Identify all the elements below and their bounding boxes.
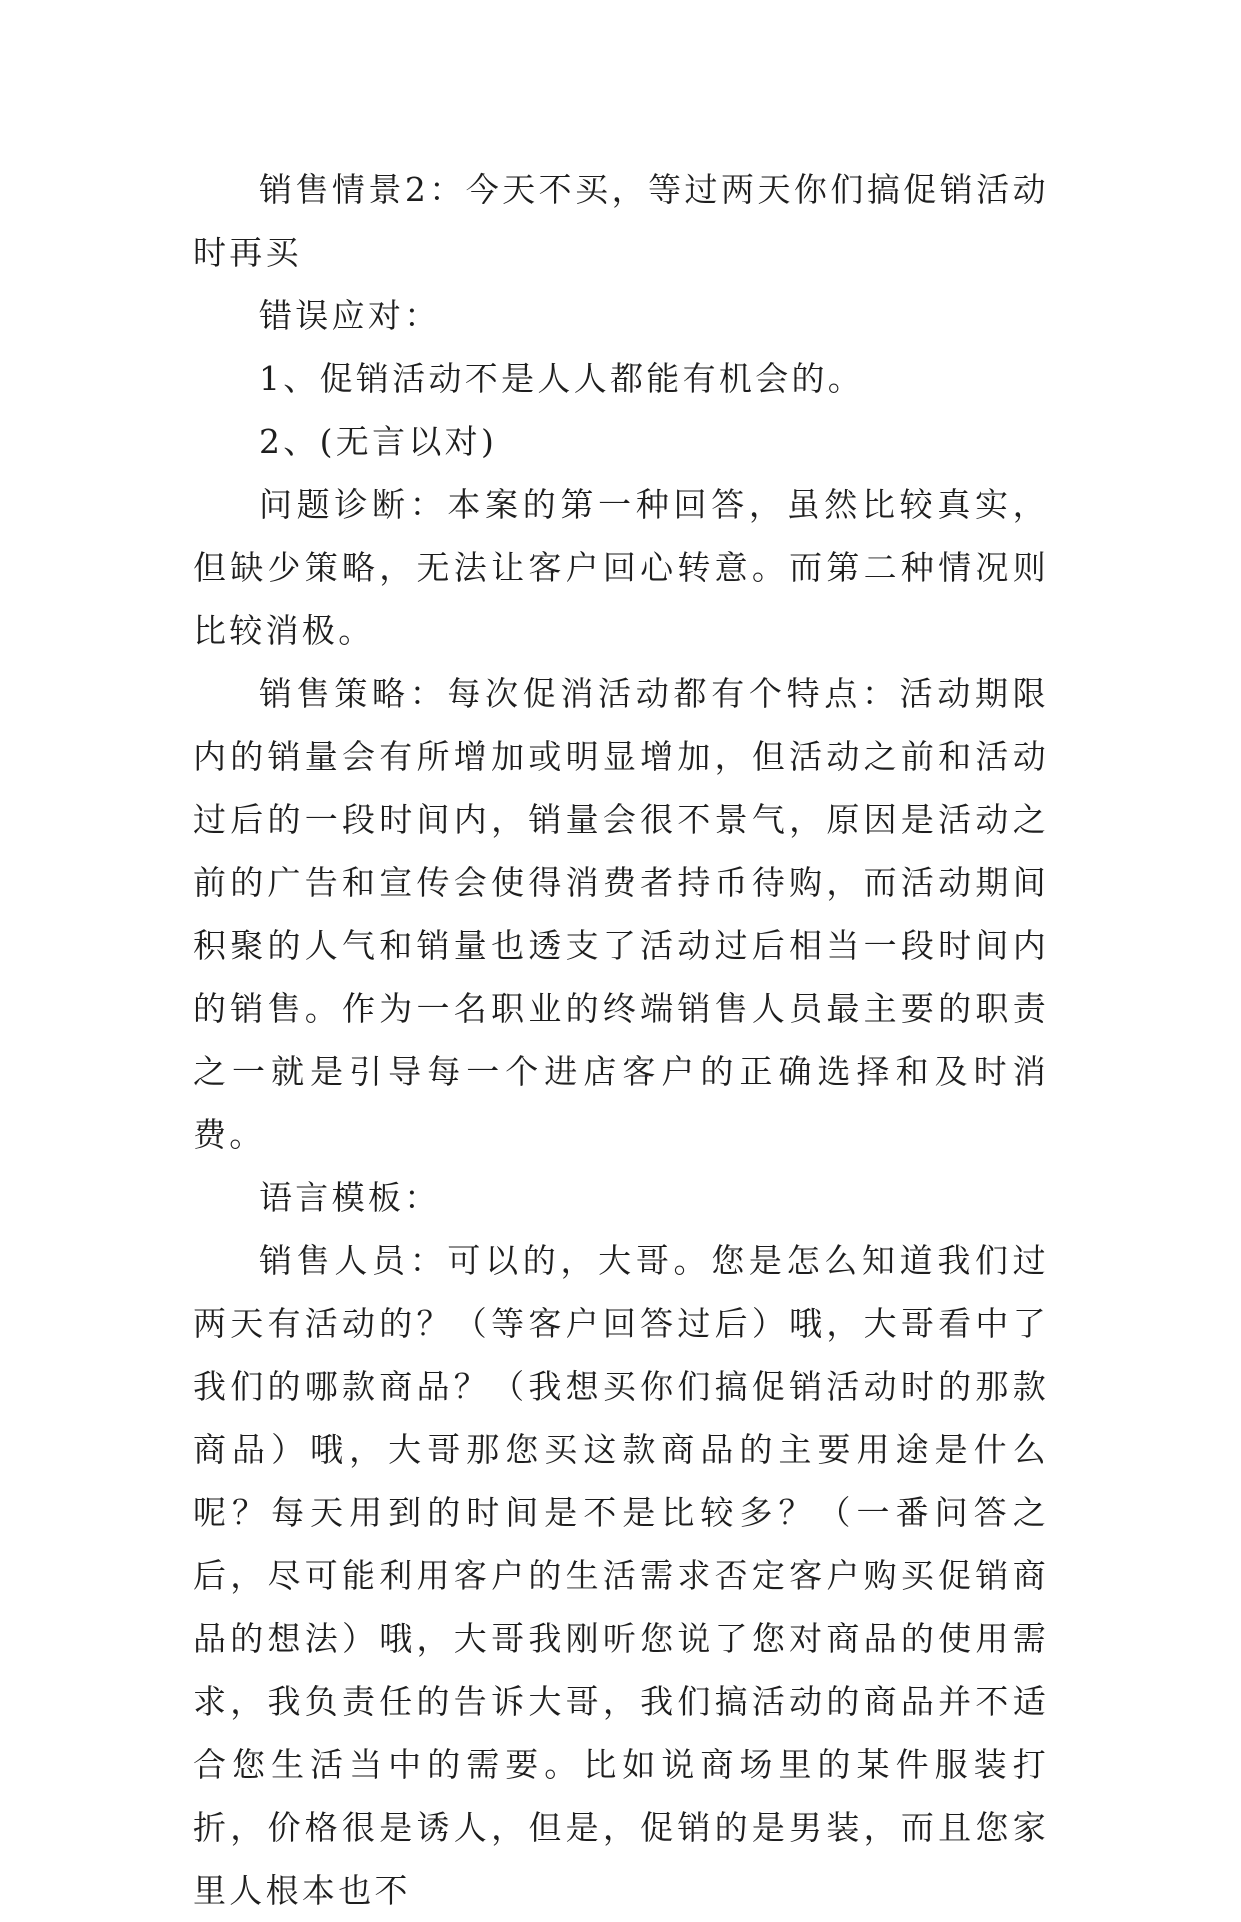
wrong-response-heading: 错误应对： bbox=[259, 296, 441, 335]
problem-diagnosis-paragraph: 问题诊断：本案的第一种回答，虽然比较真实，但缺少策略，无法让客户回心转意。而第二种情况则比较消极。 bbox=[193, 485, 1049, 650]
language-template-heading: 语言模板： bbox=[259, 1178, 441, 1217]
document-body bbox=[193, 158, 1049, 1922]
wrong-response-item-1: 1、促销活动不是人人都能有机会的。 bbox=[259, 359, 865, 398]
scenario-heading: 销售情景2：今天不买，等过两天你们搞促销活动时再买 bbox=[193, 170, 1049, 272]
sales-strategy-paragraph: 销售策略：每次促消活动都有个特点：活动期限内的销量会有所增加或明显增加，但活动之前和活动过后的一段时间内，销量会很不景气，原因是活动之前的广告和宣传会使得消费者持币待购，而活动期间积聚的人气和销量也透支了活动过后相当一段时间内的销售。作为一名职业的终端销售人员最主要的职责之一就是引导每一个进店客户的正确选择和及时消费。 bbox=[193, 674, 1049, 1154]
language-template-paragraph: 销售人员：可以的，大哥。您是怎么知道我们过两天有活动的？（等客户回答过后）哦，大哥看中了我们的哪款商品？（我想买你们搞促销活动时的那款商品）哦，大哥那您买这款商品的主要用途是什么呢？每天用到的时间是不是比较多？（一番问答之后，尽可能利用客户的生活需求否定客户购买促销商品的想法）哦，大哥我刚听您说了您对商品的使用需求，我负责任的告诉大哥，我们搞活动的商品并不适合您生活当中的需要。比如说商场里的某件服装打折，价格很是诱人，但是，促销的是男装，而且您家里人根本也不 bbox=[193, 1241, 1049, 1910]
wrong-response-item-2: 2、(无言以对) bbox=[259, 422, 498, 461]
